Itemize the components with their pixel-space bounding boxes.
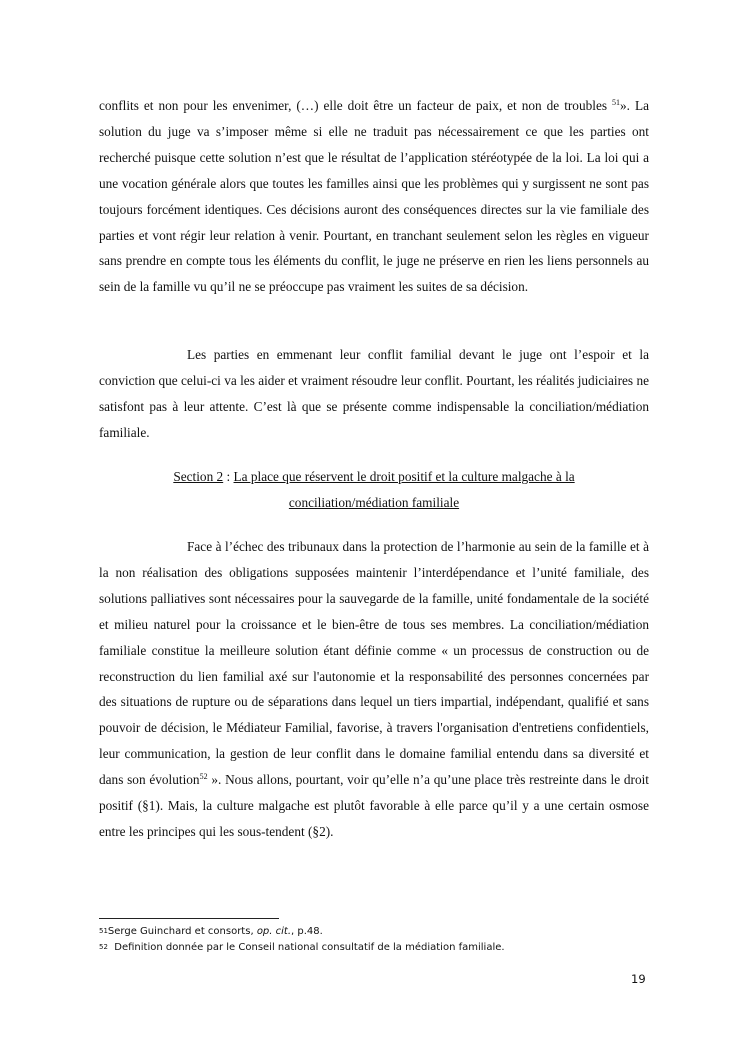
- paragraph-1-text-start: conflits et non pour les envenimer, (…) elle doit être un facteur de paix, et non de troubles: [99, 98, 613, 113]
- paragraph-3-text-end: ». Nous allons, pourtant, voir qu’elle n’a qu’une place très restreinte dans le droit positif (§1). Mais, la culture malgache est plutôt favorable à elle parce qu’il y a une certain osmose entre les principes qui les sous-tendent (§2).: [99, 772, 649, 839]
- paragraph-3: [99, 534, 649, 845]
- section-title-line-2: conciliation/médiation familiale: [288, 495, 460, 510]
- footnote-divider: [99, 918, 279, 919]
- paragraph-3-text-start: Face à l’échec des tribunaux dans la protection de l’harmonie au sein de la famille et à la non réalisation des obligations supposées maintenir l’interdépendance et l’unité familiale, des solutions palliatives sont nécessaires pour la sauvegarde de la famille, unité fondamentale de la société et milieu naturel pour la croissance et le bien-être de tous ses membres. La conciliation/médiation familiale constitue la meilleure solution étant définie comme « un processus de construction ou de reconstruction du lien familial axé sur l'autonomie et la responsabilité des personnes concernées par des situations de rupture ou de séparations dans lequel un tiers impartial, indépendant, qualifié et sans pouvoir de décision, le Médiateur Familial, favorise, à travers l'organisation d'entretiens confidentiels, leur communication, la gestion de leur conflit dans le domaine familial entendu dans sa diversité et dans son évolution: [99, 539, 649, 788]
- footnotes: [99, 924, 659, 956]
- footnote-ref-51: 51: [612, 98, 621, 107]
- footnote-number: 51: [99, 927, 108, 935]
- page-number: 19: [631, 972, 646, 986]
- footnote-page-ref: , p.48.: [291, 926, 323, 937]
- section-separator: :: [223, 469, 234, 484]
- footnote-ref-52: 52: [199, 772, 208, 782]
- paragraph-2: Les parties en emmenant leur conflit familial devant le juge ont l’espoir et la conviction que celui-ci va les aider et vraiment résoudre leur conflit. Pourtant, les réalités judiciaires ne satisfont pas à leur attente. C’est là que se présente comme indispensable la conciliation/médiation familiale.: [99, 347, 649, 440]
- footnote-number: 52: [99, 943, 108, 951]
- section-heading: [99, 464, 649, 516]
- footnote-text: Definition donnée par le Conseil national consultatif de la médiation familiale.: [107, 942, 505, 953]
- footnote-51: [99, 924, 659, 940]
- paragraph-1-text-end: ». La solution du juge va s’imposer même si elle ne traduit pas nécessairement ce que les parties ont recherché puisque cette solution n’est que le résultat de l’application stéréotypée de la loi. La loi qui a une vocation générale alors que toutes les familles ainsi que les problèmes qui y surgissent ne sont pas toujours forcément identiques. Ces décisions auront des conséquences directes sur la vie familiale des parties et vont régir leur relation à venir. Pourtant, en tranchant seulement selon les règles en vigueur sans prendre en compte tous les éléments du conflit, le juge ne préserve en rien les liens personnels au sein de la famille vu qu’il ne se préoccupe pas vraiment les suites de sa décision.: [99, 98, 649, 295]
- footnote-52: [99, 940, 659, 956]
- paragraph-1: [99, 93, 649, 300]
- footnote-citation: op. cit.: [256, 926, 292, 937]
- footnote-text: Serge Guinchard et consorts,: [107, 926, 257, 937]
- section-label: Section 2: [173, 469, 224, 484]
- section-title-line-1: La place que réservent le droit positif et la culture malgache à la: [233, 469, 575, 484]
